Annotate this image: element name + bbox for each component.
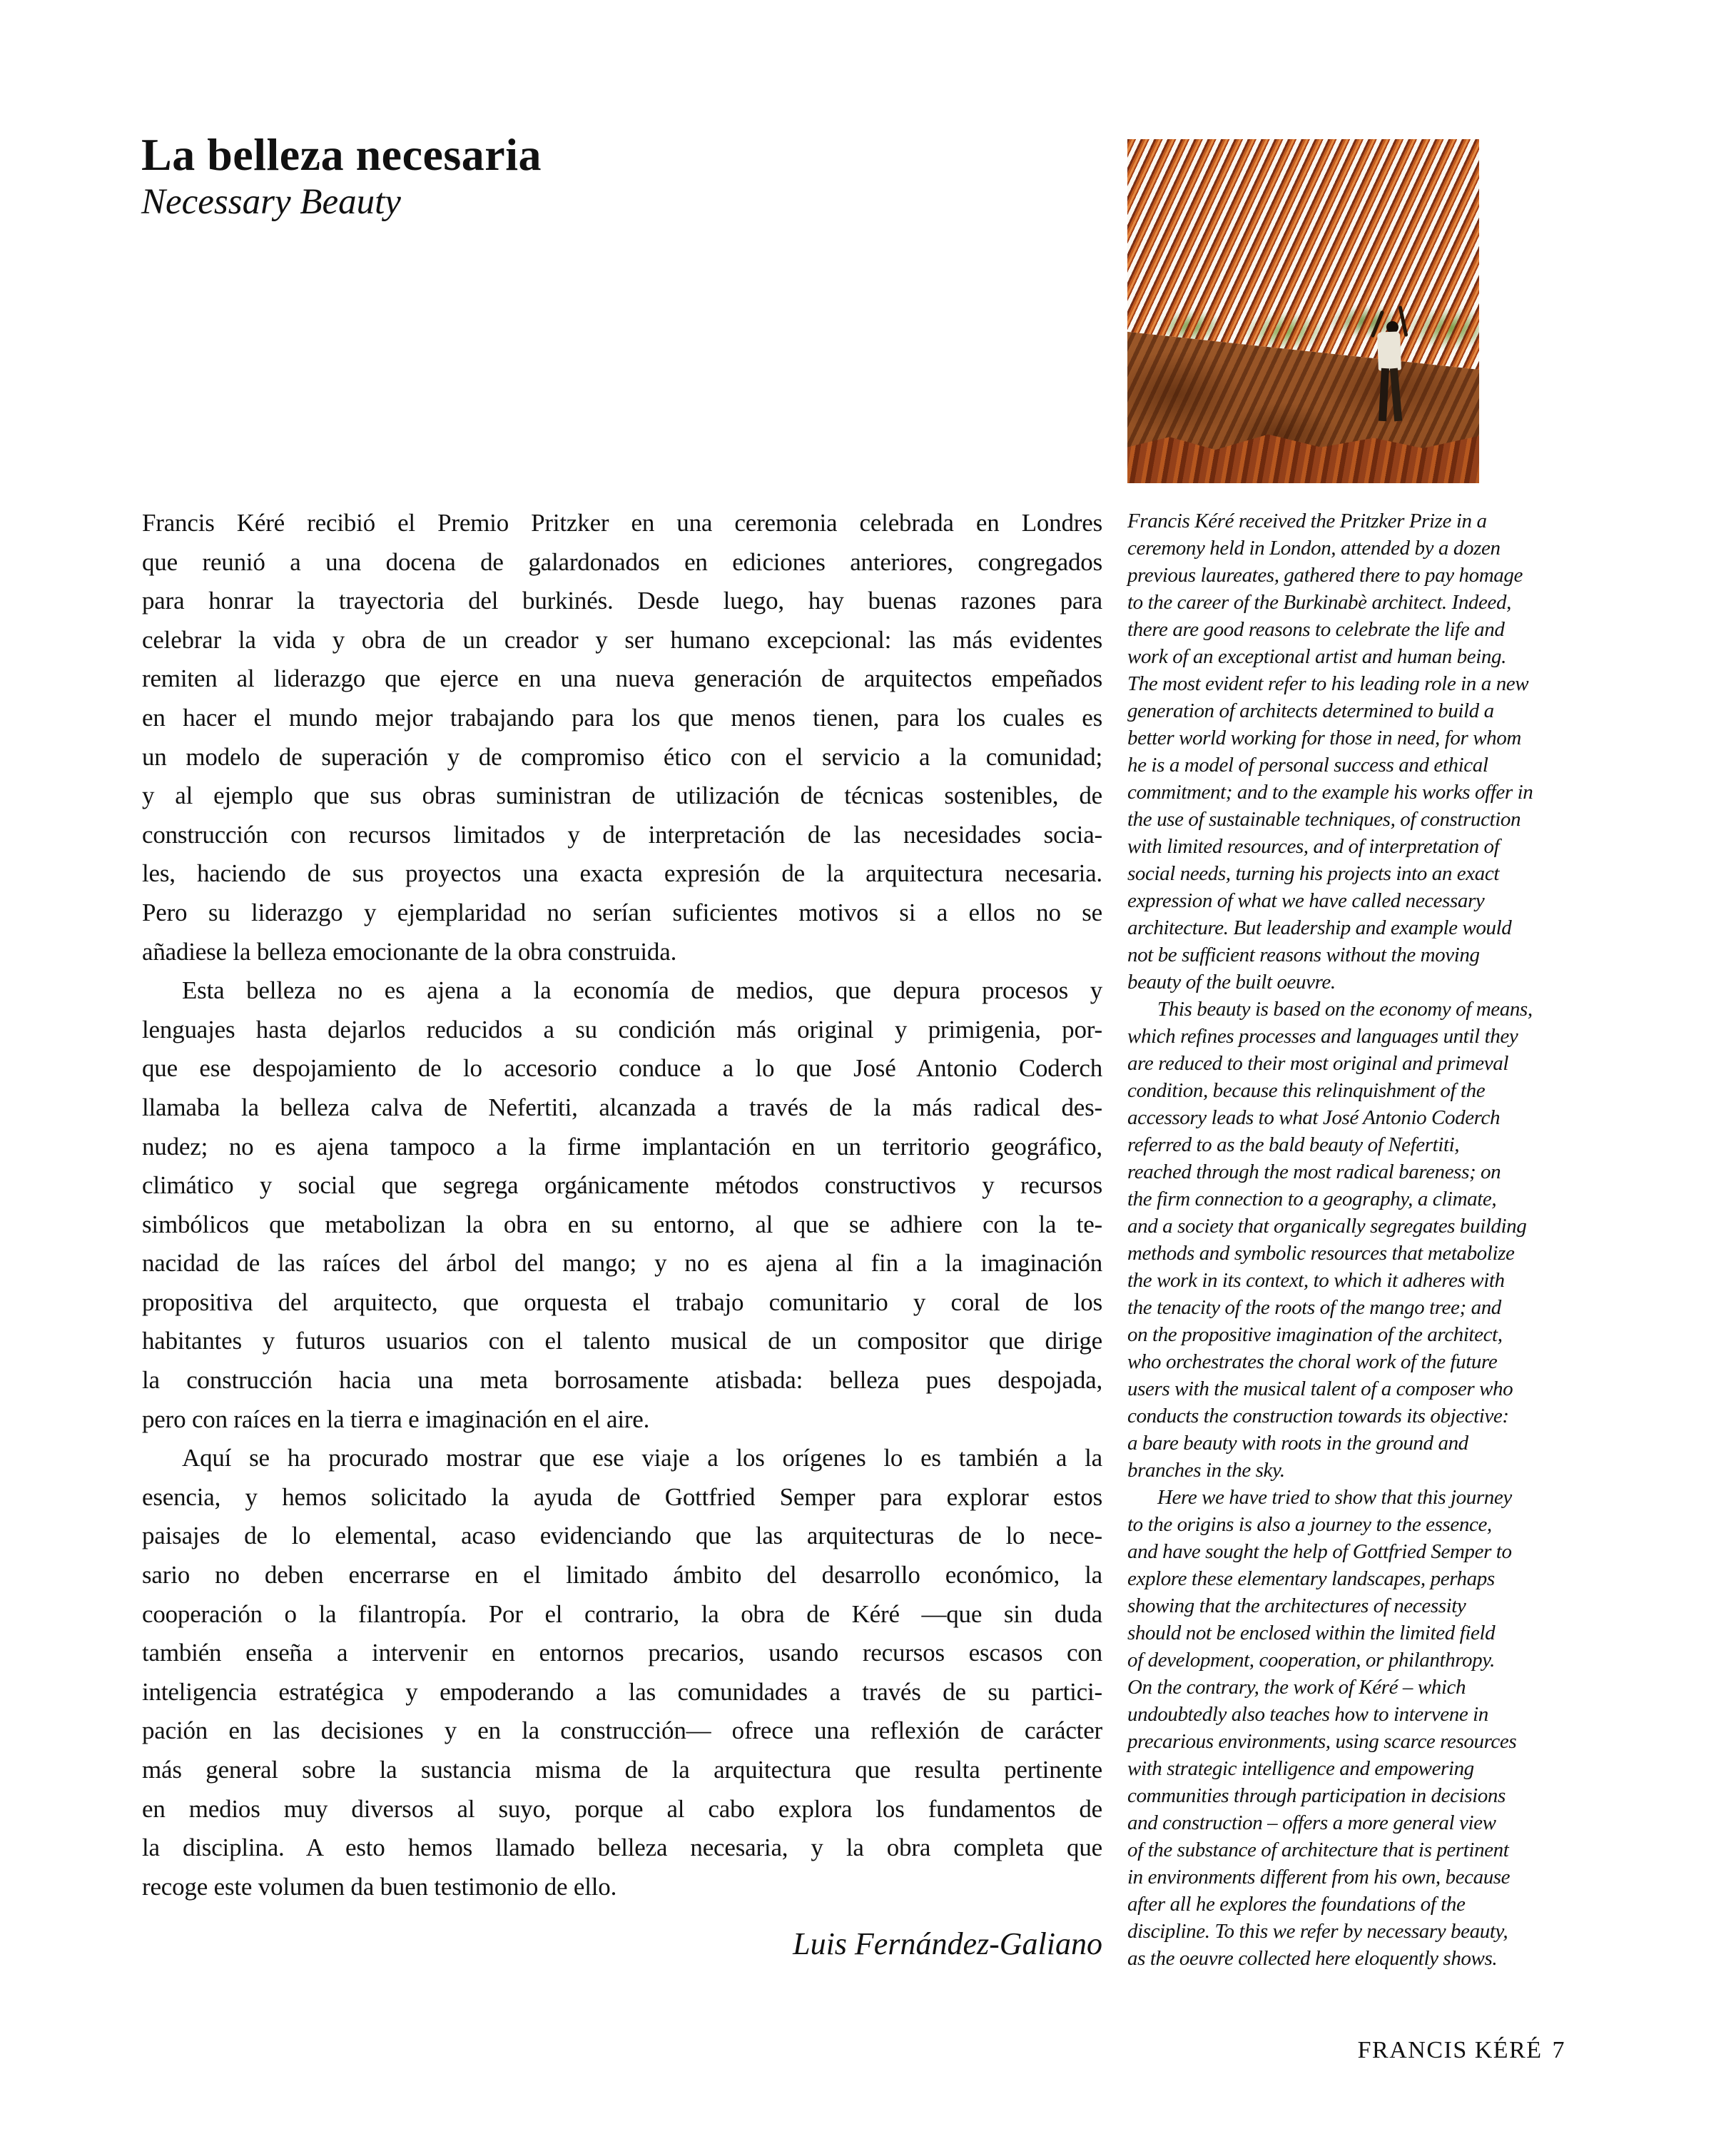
text-line: On the contrary, the work of Kéré – which bbox=[1127, 1676, 1466, 1699]
text-line: también enseña a intervenir en entornos precarios, usando recursos escasos con bbox=[142, 1639, 1102, 1667]
text-line: which refines processes and languages until they bbox=[1127, 1025, 1518, 1048]
running-footer bbox=[1127, 2037, 1565, 2064]
text-line: cooperación o la filantropía. Por el contrario, la obra de Kéré —que sin duda bbox=[142, 1599, 1102, 1628]
hero-photo bbox=[1127, 139, 1479, 483]
text-line: accessory leads to what José Antonio Coderch bbox=[1127, 1106, 1501, 1129]
text-line: social needs, turning his projects into an exact bbox=[1127, 862, 1499, 885]
text-line: methods and symbolic resources that metabolize bbox=[1127, 1242, 1515, 1265]
text-line: habitantes y futuros usuarios con el talento musical de un compositor que dirige bbox=[142, 1327, 1102, 1355]
text-line: en hacer el mundo mejor trabajando para los que menos tienen, para los cuales es bbox=[142, 703, 1102, 732]
text-line: in environments different from his own, because bbox=[1127, 1866, 1511, 1888]
worker-figure bbox=[1369, 320, 1414, 440]
text-line: celebrar la vida y obra de un creador y ser humano excepcional: las más evidentes bbox=[142, 625, 1102, 654]
text-line: referred to as the bald beauty of Nefertiti, bbox=[1127, 1133, 1460, 1156]
text-line: there are good reasons to celebrate the life and bbox=[1127, 618, 1505, 641]
spanish-paragraph-3 bbox=[142, 1439, 1102, 1906]
text-line: previous laureates, gathered there to pay homage bbox=[1127, 564, 1523, 587]
text-line: as the oeuvre collected here eloquently shows. bbox=[1127, 1947, 1498, 1970]
text-line: with strategic intelligence and empowering bbox=[1127, 1757, 1474, 1780]
spanish-paragraph-2 bbox=[142, 971, 1102, 1439]
text-line: remiten al liderazgo que ejerce en una nueva generación de arquitectos empeñados bbox=[142, 664, 1102, 693]
text-line: Francis Kéré received the Pritzker Prize in a bbox=[1127, 510, 1487, 532]
text-line: on the propositive imagination of the architect, bbox=[1127, 1323, 1503, 1346]
running-title: FRANCIS KÉRÉ bbox=[1357, 2037, 1543, 2063]
text-line: conducts the construction towards its objective: bbox=[1127, 1405, 1509, 1427]
text-line: he is a model of personal success and ethical bbox=[1127, 754, 1488, 777]
text-line: to the career of the Burkinabè architect. Indeed, bbox=[1127, 591, 1511, 614]
text-line: of development, cooperation, or philanthropy. bbox=[1127, 1649, 1495, 1672]
text-line: Pero su liderazgo y ejemplaridad no serían suficientes motivos si a ellos no se bbox=[142, 898, 1102, 926]
text-line: work of an exceptional artist and human being. bbox=[1127, 645, 1506, 668]
text-line: inteligencia estratégica y empoderando a las comunidades a través de su partici- bbox=[142, 1677, 1102, 1706]
text-line: and construction – offers a more general view bbox=[1127, 1811, 1496, 1834]
text-line: and a society that organically segregates building bbox=[1127, 1215, 1527, 1238]
text-line: y al ejemplo que sus obras suministran de utilización de técnicas sostenibles, de bbox=[142, 782, 1102, 810]
english-paragraph-3 bbox=[1127, 1484, 1567, 1972]
text-line: pación en las decisiones y en la construcción— ofrece una reflexión de carácter bbox=[142, 1716, 1102, 1745]
text-line: This beauty is based on the economy of means, bbox=[1157, 998, 1533, 1021]
text-line: architecture. But leadership and example would bbox=[1127, 916, 1512, 939]
text-line: undoubtedly also teaches how to intervene in bbox=[1127, 1703, 1488, 1726]
text-line: are reduced to their most original and primeval bbox=[1127, 1052, 1509, 1075]
text-line: better world working for those in need, for whom bbox=[1127, 727, 1521, 749]
text-line: communities through participation in decisions bbox=[1127, 1784, 1506, 1807]
worker-shirt bbox=[1377, 331, 1401, 370]
text-line: with limited resources, and of interpretation of bbox=[1127, 835, 1500, 858]
text-line: Aquí se ha procurado mostrar que ese viaje a los orígenes lo es también a la bbox=[182, 1444, 1102, 1472]
text-line: pero con raíces en la tierra e imaginación en el aire. bbox=[142, 1405, 650, 1433]
text-line: beauty of the built oeuvre. bbox=[1127, 971, 1336, 993]
english-column bbox=[1127, 507, 1567, 1972]
text-line: commitment; and to the example his works offer in bbox=[1127, 781, 1533, 804]
text-line: la construcción hacia una meta borrosamente atisbada: belleza pues despojada, bbox=[142, 1366, 1102, 1395]
text-line: climático y social que segrega orgánicamente métodos constructivos y recursos bbox=[142, 1171, 1102, 1200]
text-line: explore these elementary landscapes, perhaps bbox=[1127, 1567, 1495, 1590]
text-line: who orchestrates the choral work of the future bbox=[1127, 1350, 1498, 1373]
text-line: paisajes de lo elemental, acaso evidenciando que las arquitecturas de lo nece- bbox=[142, 1522, 1102, 1550]
text-line: un modelo de superación y de compromiso ético con el servicio a la comunidad; bbox=[142, 742, 1102, 771]
text-line: should not be enclosed within the limited field bbox=[1127, 1622, 1496, 1644]
text-line: nacidad de las raíces del árbol del mango; y no es ajena al fin a la imaginación bbox=[142, 1249, 1102, 1278]
text-line: The most evident refer to his leading role in a new bbox=[1127, 672, 1529, 695]
page-title: La belleza necesaria bbox=[141, 129, 542, 180]
text-line: recoge este volumen da buen testimonio de ello. bbox=[142, 1872, 617, 1901]
text-line: propositiva del arquitecto, que orquesta el trabajo comunitario y coral de los bbox=[142, 1288, 1102, 1316]
text-line: Here we have tried to show that this journey bbox=[1157, 1486, 1512, 1509]
text-line: the firm connection to a geography, a climate, bbox=[1127, 1188, 1497, 1210]
text-line: the work in its context, to which it adheres with bbox=[1127, 1269, 1505, 1292]
text-line: Esta belleza no es ajena a la economía de medios, que depura procesos y bbox=[182, 976, 1102, 1005]
text-line: the use of sustainable techniques, of construction bbox=[1127, 808, 1521, 831]
text-line: showing that the architectures of necessity bbox=[1127, 1594, 1466, 1617]
text-line: les, haciendo de sus proyectos una exacta expresión de la arquitectura necesaria. bbox=[142, 859, 1102, 888]
text-line: to the origins is also a journey to the essence, bbox=[1127, 1513, 1492, 1536]
text-line: precarious environments, using scarce resources bbox=[1127, 1730, 1517, 1753]
text-line: construcción con recursos limitados y de interpretación de las necesidades socia- bbox=[142, 820, 1102, 849]
text-line: expression of what we have called necessary bbox=[1127, 889, 1485, 912]
text-line: users with the musical talent of a composer who bbox=[1127, 1377, 1513, 1400]
text-line: the tenacity of the roots of the mango tree; and bbox=[1127, 1296, 1501, 1319]
text-line: en medios muy diversos al suyo, porque al cabo explora los fundamentos de bbox=[142, 1794, 1102, 1823]
text-line: not be sufficient reasons without the moving bbox=[1127, 944, 1480, 966]
text-line: lenguajes hasta dejarlos reducidos a su condición más original y primigenia, por- bbox=[142, 1015, 1102, 1043]
text-line: after all he explores the foundations of the bbox=[1127, 1893, 1466, 1916]
text-line: que reunió a una docena de galardonados en ediciones anteriores, congregados bbox=[142, 547, 1102, 576]
text-line: llamaba la belleza calva de Nefertiti, alcanzada a través de la más radical des- bbox=[142, 1093, 1102, 1121]
spanish-paragraph-1 bbox=[142, 504, 1102, 971]
author-signature: Luis Fernández-Galiano bbox=[793, 1926, 1102, 1961]
text-line: más general sobre la sustancia misma de la arquitectura que resulta pertinente bbox=[142, 1756, 1102, 1784]
worker-leg-left bbox=[1379, 368, 1389, 421]
text-line: Francis Kéré recibió el Premio Pritzker en una ceremonia celebrada en Londres bbox=[142, 509, 1102, 537]
text-line: of the substance of architecture that is pertinent bbox=[1127, 1839, 1509, 1861]
text-line: a bare beauty with roots in the ground and bbox=[1127, 1432, 1468, 1455]
text-line: añadiese la belleza emocionante de la obra construida. bbox=[142, 937, 677, 966]
text-line: sario no deben encerrarse en el limitado ámbito del desarrollo económico, la bbox=[142, 1561, 1102, 1589]
page-subtitle: Necessary Beauty bbox=[141, 182, 401, 222]
text-line: ceremony held in London, attended by a dozen bbox=[1127, 537, 1501, 560]
text-line: nudez; no es ajena tampoco a la firme implantación en un territorio geográfico, bbox=[142, 1132, 1102, 1161]
page-number: 7 bbox=[1552, 2037, 1565, 2063]
text-line: para honrar la trayectoria del burkinés. Desde luego, hay buenas razones para bbox=[142, 587, 1102, 615]
text-line: reached through the most radical bareness; on bbox=[1127, 1161, 1501, 1183]
text-line: discipline. To this we refer by necessary beauty, bbox=[1127, 1920, 1508, 1943]
spanish-column bbox=[142, 504, 1102, 1906]
text-line: la disciplina. A esto hemos llamado belleza necesaria, y la obra completa que bbox=[142, 1834, 1102, 1862]
english-paragraph-1 bbox=[1127, 507, 1567, 996]
text-line: esencia, y hemos solicitado la ayuda de Gottfried Semper para explorar estos bbox=[142, 1482, 1102, 1511]
text-line: and have sought the help of Gottfried Semper to bbox=[1127, 1540, 1512, 1563]
text-line: branches in the sky. bbox=[1127, 1459, 1285, 1482]
text-line: simbólicos que metabolizan la obra en su entorno, al que se adhiere con la te- bbox=[142, 1210, 1102, 1238]
english-paragraph-2 bbox=[1127, 996, 1567, 1484]
text-line: generation of architects determined to build a bbox=[1127, 699, 1494, 722]
worker-leg-right bbox=[1390, 368, 1402, 422]
text-line: condition, because this relinquishment of the bbox=[1127, 1079, 1486, 1102]
text-line: que ese despojamiento de lo accesorio conduce a lo que José Antonio Coderch bbox=[142, 1054, 1102, 1083]
